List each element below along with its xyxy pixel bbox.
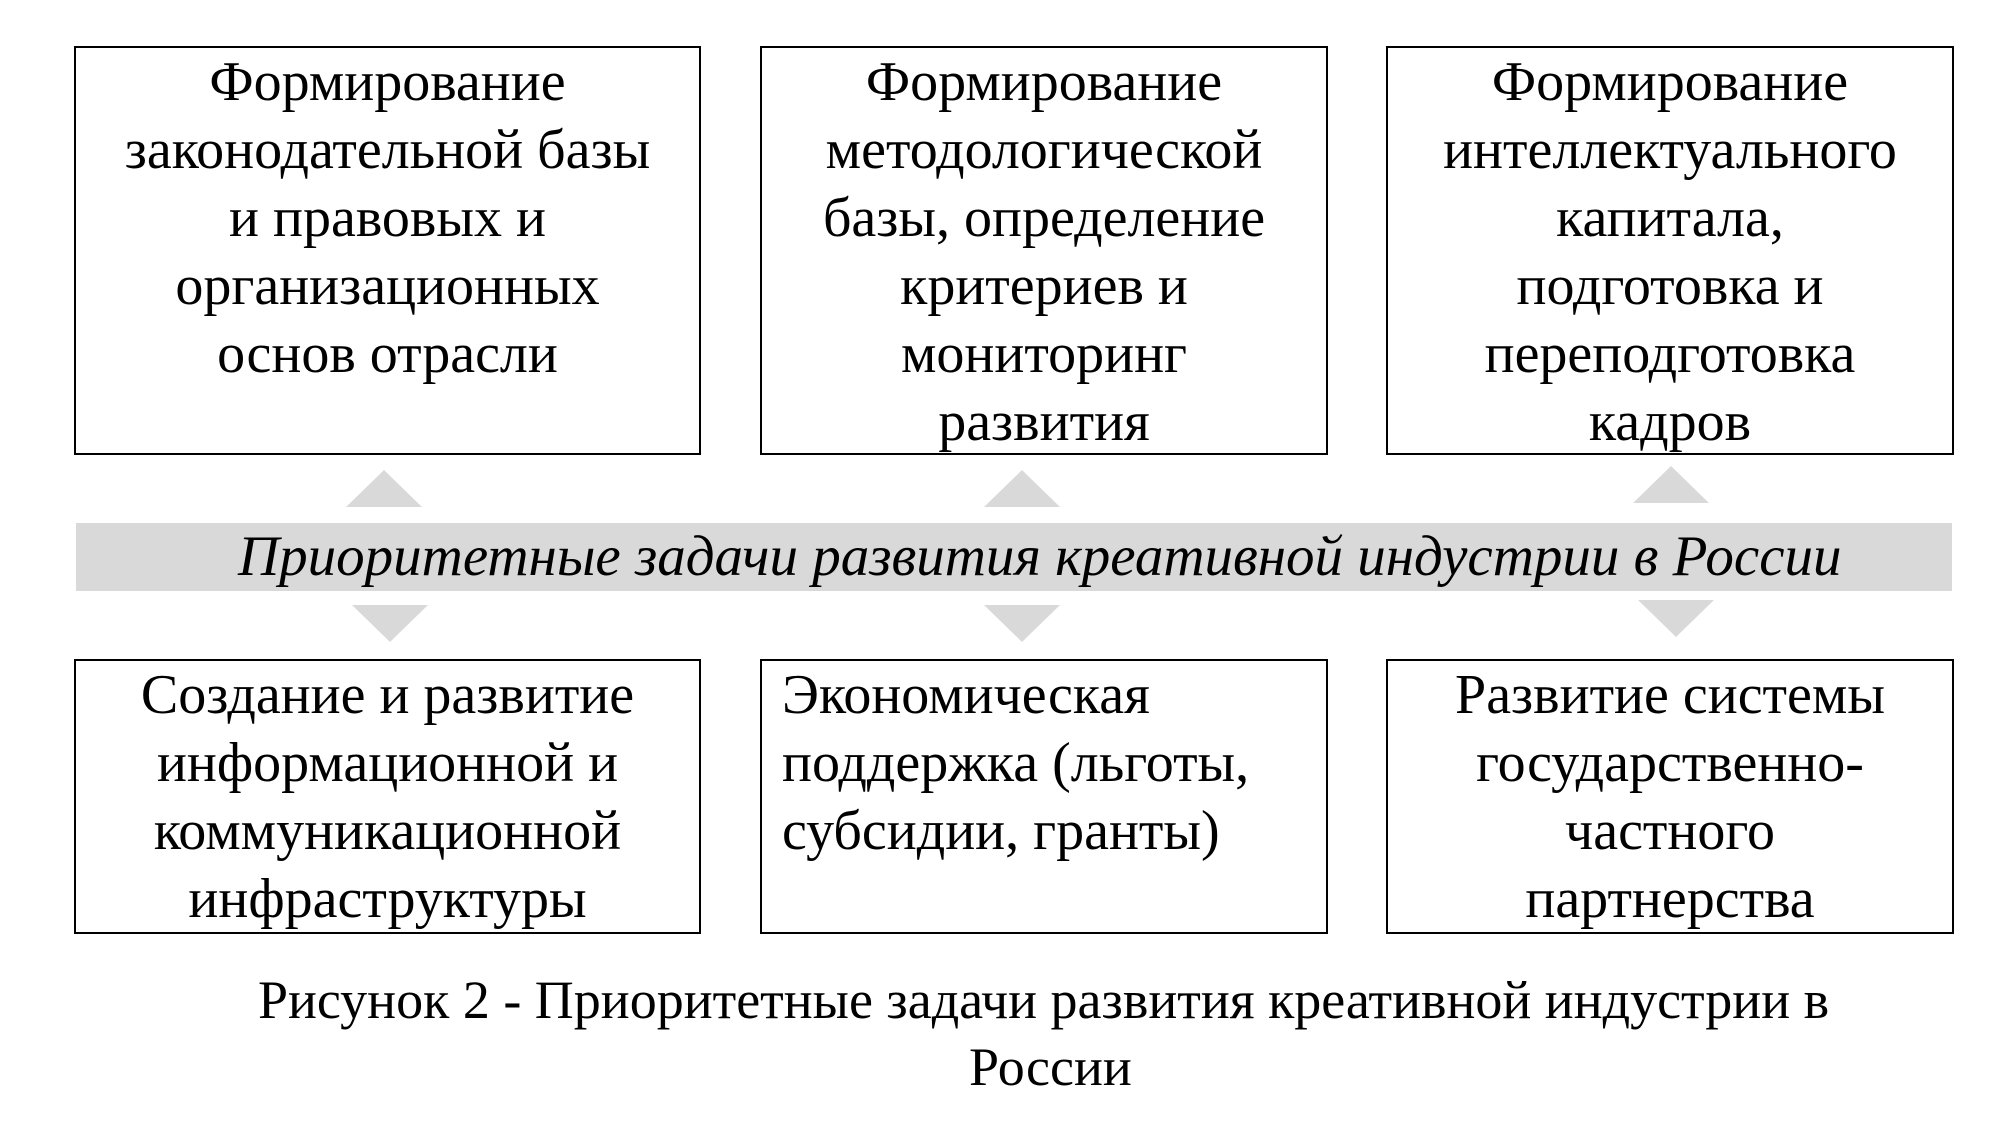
arrow-down-center-icon — [984, 605, 1060, 642]
arrow-down-right-icon — [1638, 600, 1714, 637]
bottom-box-ppp-text: Развитие системы государственно- частного партнерства — [1455, 664, 1885, 930]
figure-caption-line2: России — [969, 1037, 1132, 1097]
bottom-box-economic-support — [760, 659, 1328, 934]
top-box-methodology-text: Формирование методологической базы, определение критериев и мониторинг развития — [822, 51, 1266, 453]
arrow-up-center-icon — [984, 470, 1060, 507]
bottom-box-infrastructure-text: Создание и развитие информационной и коммуникационной инфраструктуры — [140, 664, 635, 930]
top-box-methodology — [760, 46, 1328, 455]
top-box-intellectual-capital-text: Формирование интеллектуального капитала, подготовка и переподготовка кадров — [1443, 51, 1897, 453]
arrow-up-left-icon — [346, 470, 422, 507]
figure-caption-line1: Рисунок 2 - Приоритетные задачи развития креативной индустрии в — [258, 970, 1830, 1030]
top-box-legislation — [74, 46, 701, 455]
bottom-box-ppp — [1386, 659, 1954, 934]
bottom-box-infrastructure — [74, 659, 701, 934]
top-box-intellectual-capital — [1386, 46, 1954, 455]
center-band-title: Приоритетные задачи развития креативной индустрии в России — [238, 525, 1842, 588]
arrow-up-right-icon — [1633, 466, 1709, 503]
top-box-legislation-text: Формирование законодательной базы и правовых и организационных основ отрасли — [124, 51, 651, 385]
bottom-box-economic-support-text: Экономическая поддержка (льготы, субсидии, гранты) — [782, 664, 1250, 862]
arrow-down-left-icon — [352, 605, 428, 642]
